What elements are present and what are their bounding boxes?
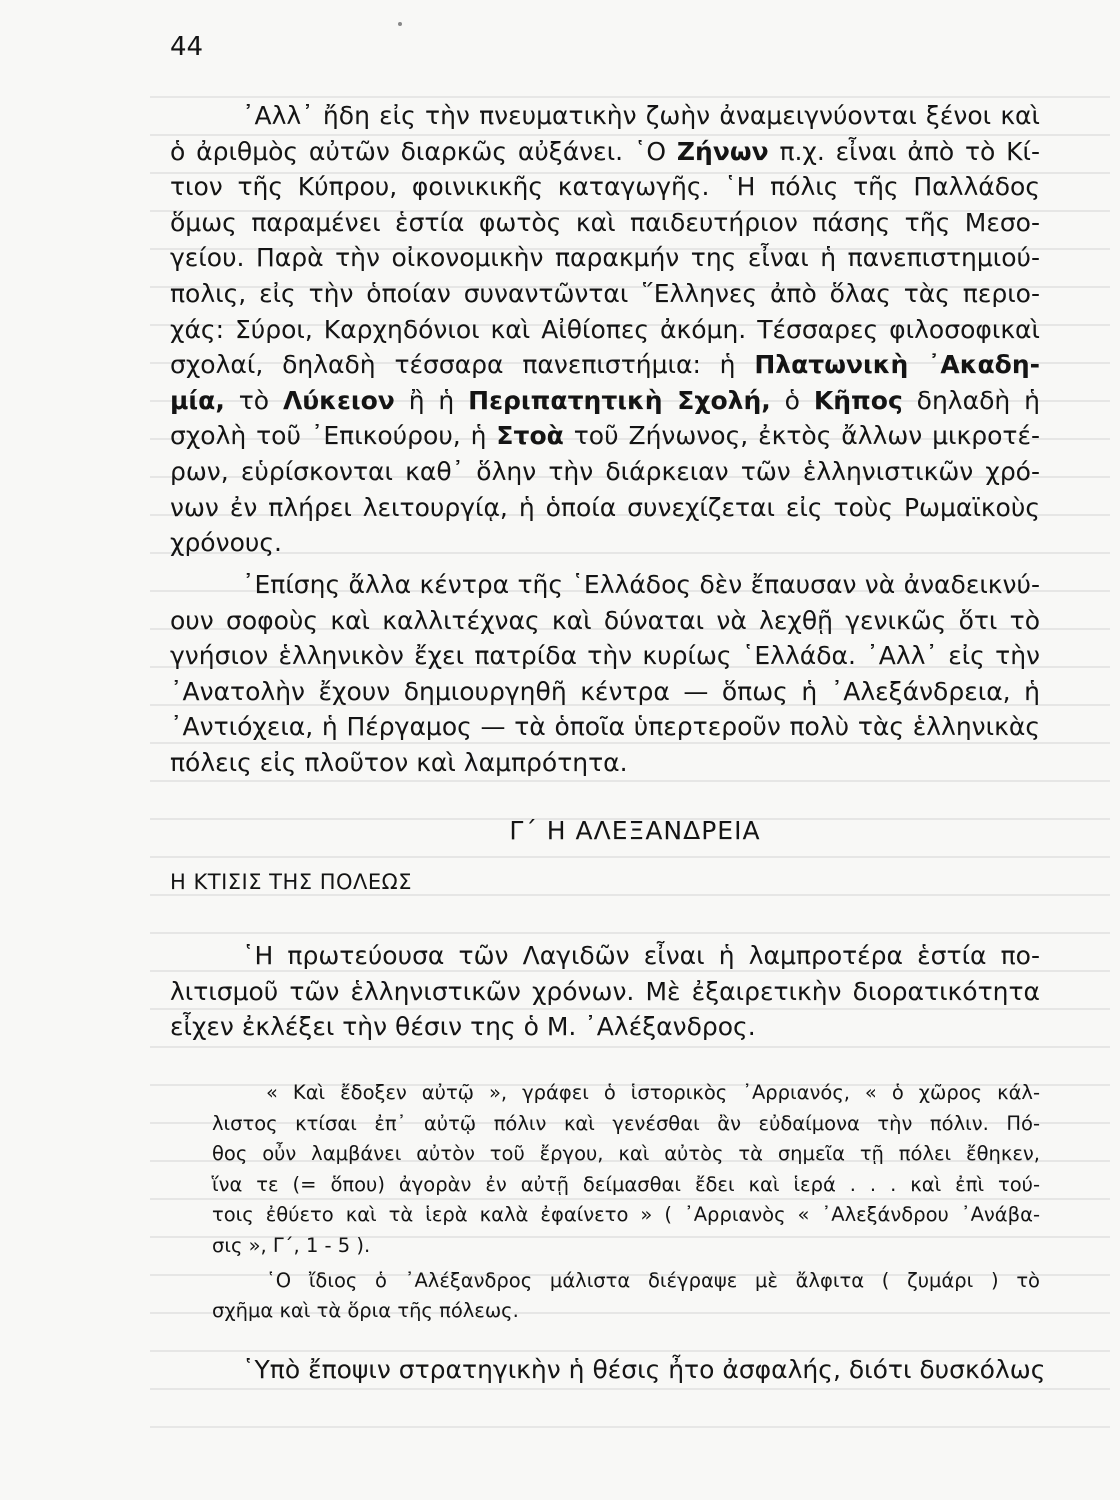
section-title: Γ΄ Η ΑΛΕΞΑΝΔΡΕΙΑ xyxy=(509,816,761,845)
text-run: π.χ. εἶναι ἀπὸ τὸ Κί- xyxy=(779,136,1040,166)
text-run: τὸ xyxy=(238,385,270,415)
text-line xyxy=(170,134,1040,170)
text-line: ᾿Ανατολὴν ἔχουν δημιουργηθῆ κέντρα — ὅπως ἡ ᾿Αλεξάνδρεια, ἡ xyxy=(170,676,1040,706)
page-number: 44 xyxy=(170,32,204,62)
text-line: πόλεις εἰς πλοῦτον καὶ λαμπρότητα. xyxy=(170,747,628,777)
quote-line: ἵνα τε (= ὅπου) ἀγορὰν ἐν αὐτῇ δείμασθαι ἔδει καὶ ἱερά . . . καὶ ἐπὶ τού- xyxy=(212,1172,1040,1196)
bold-term-peripatetic: Περιπατητικὴ Σχολή, xyxy=(468,385,771,415)
bold-term-academy: Πλατωνικὴ ᾿Ακαδη- xyxy=(754,350,1040,380)
text-line: εἶχεν ἐκλέξει τὴν θέσιν της ὁ Μ. ᾿Αλέξανδρος. xyxy=(170,1012,756,1042)
text-line xyxy=(170,347,1040,383)
quote-line: λιστος κτίσαι ἐπ᾿ αὐτῷ πόλιν καὶ γενέσθαι ἂν εὐδαίμονα τὴν πόλιν. Πό- xyxy=(212,1111,1040,1135)
text-line: νων ἐν πλήρει λειτουργίᾳ, ἡ ὁποία συνεχίζεται εἰς τοὺς Ρωμαϊκοὺς xyxy=(170,492,1040,522)
text-line xyxy=(170,418,1040,454)
text-line: λιτισμοῦ τῶν ἑλληνιστικῶν χρόνων. Μὲ ἐξαιρετικὴν διορατικότητα xyxy=(170,976,1040,1006)
text-line: ᾿Επίσης ἄλλα κέντρα τῆς ῾Ελλάδος δὲν ἔπαυσαν νὰ ἀναδεικνύ- xyxy=(242,570,1040,599)
subheading: Η ΚΤΙΣΙΣ ΤΗΣ ΠΟΛΕΩΣ xyxy=(170,870,412,894)
text-line: ρων, εὑρίσκονται καθ᾿ ὅλην τὴν διάρκειαν τῶν ἑλληνιστικῶν χρό- xyxy=(170,456,1040,486)
quote-line: θος οὖν λαμβάνει αὐτὸν τοῦ ἔργου, καὶ αὐτὸς τὰ σημεῖα τῇ πόλει ἔθηκεν, xyxy=(212,1142,1040,1166)
text-line: ᾿Αλλ᾿ ἤδη εἰς τὴν πνευματικὴν ζωὴν ἀναμειγνύονται ξένοι καὶ xyxy=(242,101,1040,130)
quotation-block xyxy=(212,1078,1040,1327)
quote-line: ῾Ο ἴδιος ὁ ᾿Αλέξανδρος μάλιστα διέγραψε μὲ ἄλφιτα ( ζυμάρι ) τὸ xyxy=(266,1268,1040,1292)
text-run: ὁ ἀριθμὸς αὐτῶν διαρκῶς αὐξάνει. ῾Ο xyxy=(170,136,667,166)
text-run: τοῦ Ζήνωνος, ἐκτὸς ἄλλων μικροτέ- xyxy=(573,421,1041,451)
text-run: σχολὴ τοῦ ᾿Επικούρου, ἡ xyxy=(170,421,487,451)
text-line: ῾Υπὸ ἔποψιν στρατηγικὴν ἡ θέσις ἦτο ἀσφαλής, διότι δυσκόλως xyxy=(242,1355,1046,1384)
paragraph-1 xyxy=(170,98,1040,561)
text-line: ῾Η πρωτεύουσα τῶν Λαγιδῶν εἶναι ἡ λαμπροτέρα ἑστία πο- xyxy=(242,941,1040,970)
text-line: πολις, εἰς τὴν ὁποίαν συναντῶνται ῞Ελληνες ἀπὸ ὅλας τὰς περιο- xyxy=(170,278,1040,308)
paragraph-3 xyxy=(170,938,1040,1045)
bold-term-zenon: Ζήνων xyxy=(676,136,769,166)
quote-line: σχῆμα καὶ τὰ ὅρια τῆς πόλεως. xyxy=(212,1299,519,1323)
text-line: ουν σοφοὺς καὶ καλλιτέχνας καὶ δύναται νὰ λεχθῇ γενικῶς ὅτι τὸ xyxy=(170,605,1040,635)
text-run: ἢ ἡ xyxy=(408,385,455,415)
text-line: ᾿Αντιόχεια, ἡ Πέργαμος — τὰ ὁποῖα ὑπερτεροῦν πολὺ τὰς ἑλληνικὰς xyxy=(170,712,1040,742)
bold-term-academy-end: μία, xyxy=(170,385,225,415)
text-line: γείου. Παρὰ τὴν οἰκονομικὴν παρακμήν της εἶναι ἡ πανεπιστημιού- xyxy=(170,243,1040,273)
text-line: τιον τῆς Κύπρου, φοινικικῆς καταγωγῆς. ῾Η πόλις τῆς Παλλάδος xyxy=(170,172,1040,202)
quote-line: « Καὶ ἔδοξεν αὐτῷ », γράφει ὁ ἱστορικὸς ᾿Αρριανός, « ὁ χῶρος κάλ- xyxy=(266,1081,1040,1104)
text-line: γνήσιον ἑλληνικὸν ἔχει πατρίδα τὴν κυρίως ῾Ελλάδα. ᾿Αλλ᾿ εἰς τὴν xyxy=(170,641,1040,671)
paragraph-4 xyxy=(170,1352,1046,1388)
text-line: χάς: Σύροι, Καρχηδόνιοι καὶ Αἰθίοπες ἀκόμη. Τέσσαρες φιλοσοφικαὶ xyxy=(170,314,1040,344)
quote-line: τοις ἐθύετο καὶ τὰ ἱερὰ καλὰ ἐφαίνετο » ( ᾿Αρριανὸς « ᾿Αλεξάνδρου ᾿Ανάβα- xyxy=(212,1203,1040,1227)
text-run: δηλαδὴ ἡ xyxy=(916,385,1040,415)
bold-term-stoa: Στοὰ xyxy=(496,421,564,451)
text-line: χρόνους. xyxy=(170,528,282,558)
bold-term-lyceum: Λύκειον xyxy=(282,385,395,415)
text-run: σχολαί, δηλαδὴ τέσσαρα πανεπιστήμια: ἡ xyxy=(170,350,736,380)
text-line: ὅμως παραμένει ἑστία φωτὸς καὶ παιδευτήριον πάσης τῆς Μεσο- xyxy=(170,207,1040,237)
ink-speck xyxy=(398,22,402,26)
quote-line: σις », Γ΄, 1 - 5 ). xyxy=(212,1233,371,1257)
paragraph-2 xyxy=(170,567,1040,781)
text-run: ὁ xyxy=(784,385,800,415)
text-line xyxy=(170,383,1040,419)
bold-term-garden: Κῆπος xyxy=(813,385,903,415)
